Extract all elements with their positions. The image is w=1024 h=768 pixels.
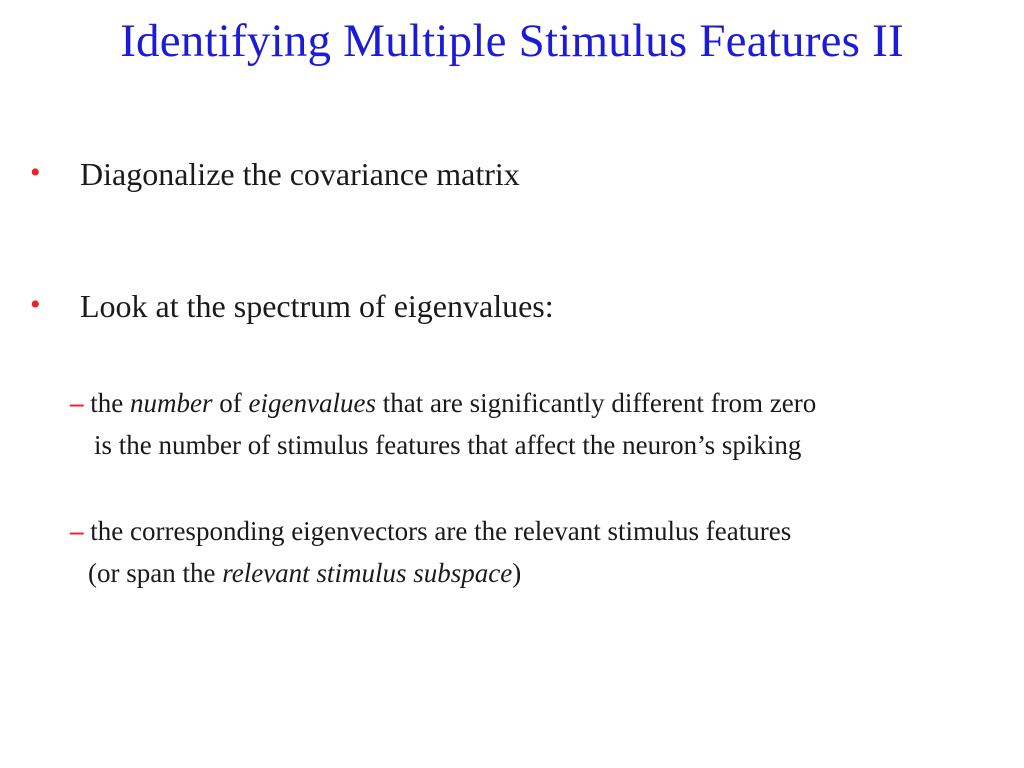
sub-text-emphasis: number [130, 388, 213, 418]
sub-marker: – [70, 516, 84, 546]
sub-text: the corresponding eigenvectors are the relevant stimulus features [90, 516, 792, 546]
sub-item-eigenvectors [70, 510, 791, 594]
sub-text: (or span the [88, 558, 223, 588]
sub-text: of [212, 388, 249, 418]
sub-text-continuation [70, 552, 791, 594]
bullet-text: Diagonalize the covariance matrix [80, 156, 520, 192]
sub-text: that are significantly different from zero [375, 388, 817, 418]
sub-text-continuation: is the number of stimulus features that affect the neuron’s spiking [94, 430, 802, 460]
sub-text-emphasis: relevant stimulus subspace [222, 558, 513, 588]
sub-item-number-of-eigenvalues [70, 382, 816, 466]
sub-text: ) [512, 558, 522, 588]
sub-text-emphasis: eigenvalues [248, 388, 376, 418]
sub-text: the [90, 388, 130, 418]
bullet-text: Look at the spectrum of eigenvalues: [80, 288, 554, 324]
bullet-marker: • [30, 288, 41, 321]
bullet-marker: • [30, 156, 41, 189]
sub-marker: – [70, 388, 84, 418]
slide-title: Identifying Multiple Stimulus Features II [120, 15, 904, 67]
